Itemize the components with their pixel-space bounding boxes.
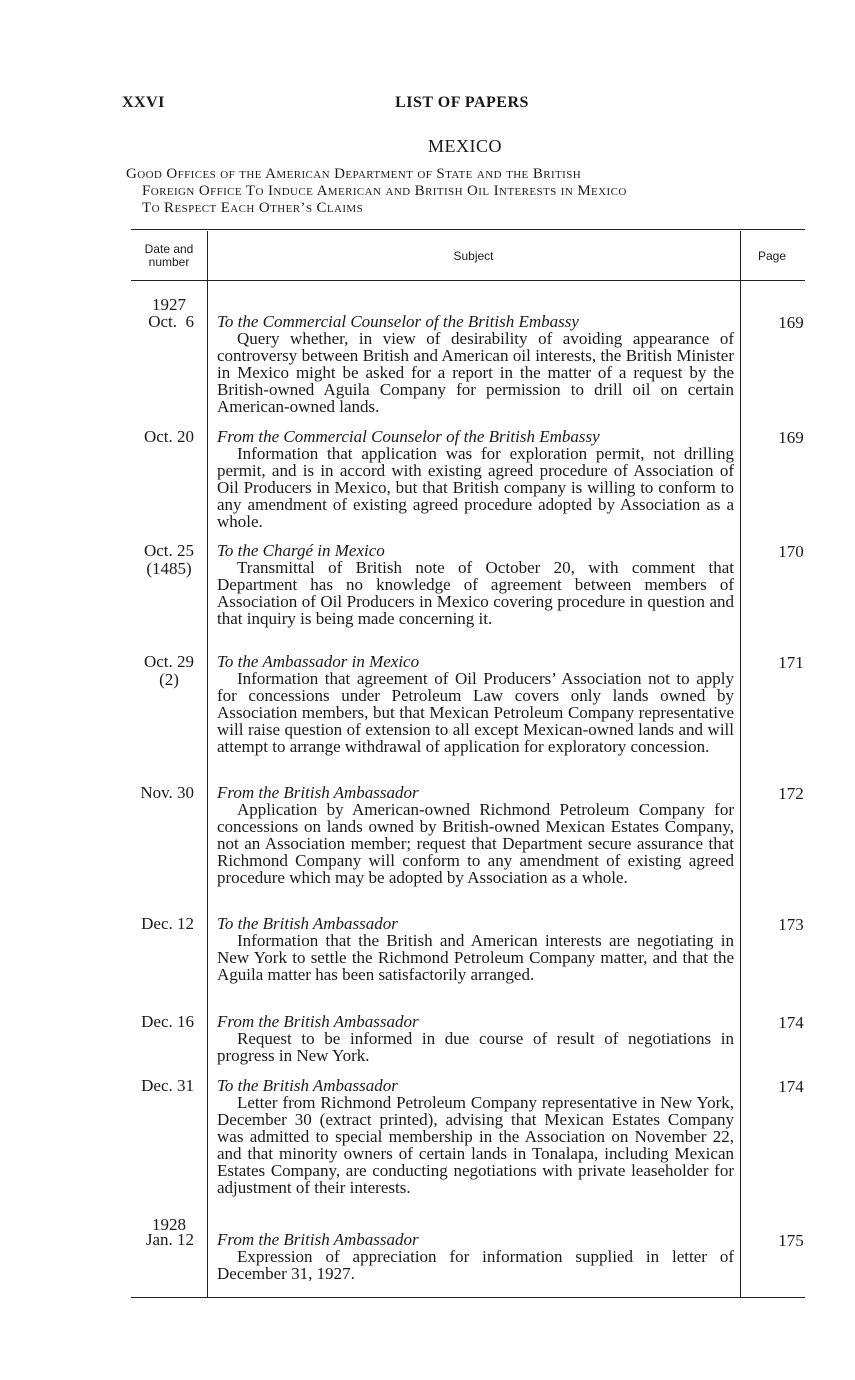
- entry-date: Oct. 20: [143, 427, 194, 446]
- entry-date: Jan. 12: [145, 1230, 194, 1249]
- entry-page: 175: [778, 1231, 804, 1250]
- entry-date: Oct. 29: [143, 652, 194, 671]
- country-heading: MEXICO: [428, 136, 502, 156]
- entry-title: From the Commercial Counselor of the British Embassy: [217, 427, 600, 446]
- entry-page: 174: [778, 1013, 804, 1032]
- entry-date: Oct. 6: [148, 312, 194, 331]
- entry-page: 171: [778, 653, 804, 672]
- topic-heading: [126, 166, 810, 217]
- table-top-rule: [131, 229, 805, 230]
- entry: [217, 915, 734, 983]
- entry-description: Transmittal of British note of October 20, with comment that Department has no knowledge of agreement between members of Association of Oil Producers in Mexico covering procedure in question and that inquiry is being made concerning it.: [217, 558, 734, 628]
- subject-column-header: Subject: [453, 249, 494, 263]
- entry: [217, 653, 734, 755]
- entry-description: Request to be informed in due course of result of negotiations in progress in New York.: [217, 1029, 734, 1065]
- entry-date: Dec. 12: [141, 914, 194, 933]
- entry-number: (2): [159, 670, 179, 689]
- year-label: 1928: [152, 1215, 186, 1234]
- date-header-line: number: [148, 255, 190, 269]
- entry-title: From the British Ambassador: [217, 1012, 419, 1031]
- entry-description: Information that application was for exploration permit, not drilling permit, and is in accord with existing agreed procedure of Association of Oil Producers in Mexico, but that British company is willing to conform to any amendment of existing agreed procedure adopted by Association as a whole.: [217, 444, 734, 531]
- table-bottom-rule: [131, 1297, 805, 1298]
- entry-title: To the Chargé in Mexico: [217, 541, 385, 560]
- page-column-header: Page: [757, 249, 787, 263]
- entry-number: (1485): [146, 559, 192, 578]
- entry-title: To the Ambassador in Mexico: [217, 652, 420, 671]
- column-divider: [207, 231, 208, 1297]
- entry: [217, 313, 734, 415]
- page-header: [122, 94, 802, 114]
- running-title: LIST OF PAPERS: [395, 94, 529, 111]
- entry-title: To the British Ambassador: [217, 914, 398, 933]
- year-label: 1927: [152, 295, 186, 314]
- entry-page: 169: [778, 428, 804, 447]
- entry-title: From the British Ambassador: [217, 783, 419, 802]
- entry: [217, 542, 734, 627]
- entry: [217, 428, 734, 530]
- entry-page: 170: [778, 542, 804, 561]
- entry-description: Application by American-owned Richmond Petroleum Company for concessions on lands owned by British-owned Mexican Estates Company, not an Association member; request that Department secure assurance that Richmond Company will conform to any amendment of existing agreed procedure which may be adopted by Association as a whole.: [217, 800, 734, 887]
- entry: [217, 1077, 734, 1196]
- entry-date: Nov. 30: [140, 783, 194, 802]
- entry-date: Oct. 25: [143, 541, 194, 560]
- entry-description: Query whether, in view of desirability of avoiding appearance of controversy between British and American oil interests, the British Minister in Mexico might be asked for a report in the matter of a request by the British-owned Aguila Company for permission to drill oil on certain American-owned lands.: [217, 329, 734, 416]
- page-number: XXVI: [122, 94, 165, 111]
- entry-title: To the British Ambassador: [217, 1076, 398, 1095]
- entry-page: 172: [778, 784, 804, 803]
- topic-line: Good Offices of the American Department of State and the British: [126, 166, 582, 182]
- entry-title: From the British Ambassador: [217, 1230, 419, 1249]
- entry-description: Information that the British and American interests are negotiating in New York to settle the Richmond Petroleum Company matter, and that the Aguila matter has been satisfactorily arranged.: [217, 931, 734, 984]
- topic-line: Foreign Office To Induce American and British Oil Interests in Mexico: [142, 183, 627, 199]
- entry: [217, 1013, 734, 1064]
- entry: [217, 784, 734, 886]
- entry: [217, 1231, 734, 1282]
- entry-page: 173: [778, 915, 804, 934]
- entry-page: 174: [778, 1077, 804, 1096]
- column-divider: [740, 231, 741, 1297]
- entry-title: To the Commercial Counselor of the British Embassy: [217, 312, 579, 331]
- entry-description: Letter from Richmond Petroleum Company representative in New York, December 30 (extract printed), advising that Mexican Estates Company was admitted to special membership in the Association on November 22, and that minority owners of certain lands in Tonalapa, including Mexican Estates Company, are conducting negotiations with private leaseholder for adjustment of their interests.: [217, 1093, 734, 1197]
- topic-line: To Respect Each Other’s Claims: [142, 200, 364, 216]
- entry-description: Information that agreement of Oil Producers’ Association not to apply for concessions under Petroleum Law covers only lands owned by Association members, but that Mexican Petroleum Company representative will raise question of extension to all except Mexican-owned lands and will attempt to arrange withdrawal of application for exploratory concession.: [217, 669, 734, 756]
- entry-page: 169: [778, 313, 804, 332]
- date-column-header: [131, 243, 207, 269]
- date-header-line: Date and: [144, 242, 194, 256]
- header-bottom-rule: [131, 280, 805, 281]
- entry-date: Dec. 16: [141, 1012, 194, 1031]
- entry-description: Expression of appreciation for information supplied in letter of December 31, 1927.: [217, 1247, 734, 1283]
- entry-date: Dec. 31: [141, 1076, 194, 1095]
